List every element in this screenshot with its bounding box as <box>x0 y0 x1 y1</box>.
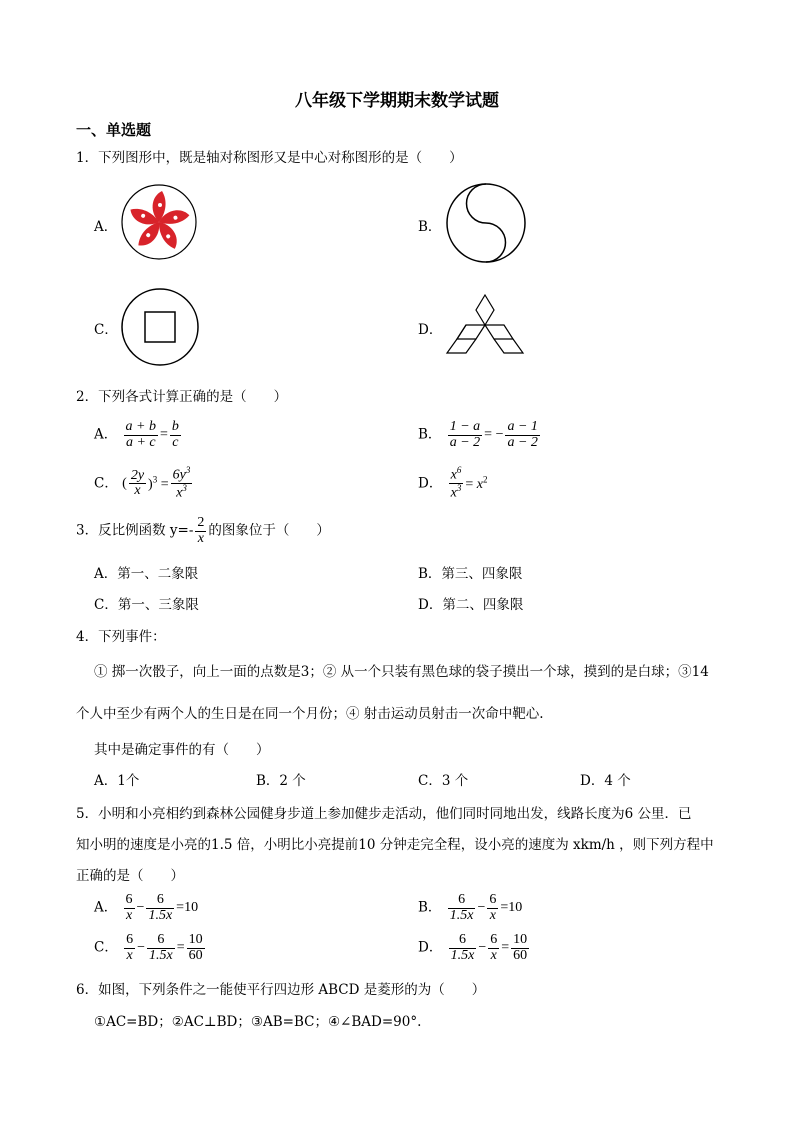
minus-sign: − <box>137 940 146 956</box>
numerator: 6 <box>125 892 133 907</box>
q2-option-c: C． ( $\frac{2y}{x}$ )$^3$ = $\frac{6y^3}{x^3}$ <box>94 465 191 501</box>
page-title: 八年级下学期期末数学试题 <box>295 91 499 111</box>
section-heading: 一、单选题 <box>76 121 152 139</box>
equals-minus: = − <box>484 427 504 443</box>
q3-option-d: D．第二、四象限 <box>418 597 524 613</box>
question-2-stem: 2．下列各式计算正确的是（ ） <box>76 389 288 405</box>
question-4-stem: 4．下列事件： <box>76 629 166 645</box>
rhs: 10 <box>184 900 199 916</box>
denominator: x <box>176 486 183 501</box>
q5-option-c-label: C． <box>94 939 118 956</box>
denominator: x <box>126 947 133 963</box>
q5-option-a-label: A． <box>94 899 118 916</box>
numerator: x <box>450 467 457 483</box>
q4-events-line-1: ① 掷一次骰子，向上一面的点数是3；② 从一个只装有黑色球的袋子摸出一个球，摸到的是白球；③14 <box>94 664 709 680</box>
q5-option-d-label: D． <box>418 939 443 956</box>
minus-sign: − <box>477 900 486 916</box>
numerator: a + b <box>125 419 156 434</box>
question-1-stem: 1．下列图形中，既是轴对称图形又是中心对称图形的是（ ） <box>76 150 463 166</box>
question-5-line-3: 正确的是（ ） <box>76 868 184 884</box>
fraction <box>449 466 464 502</box>
close-paren: ) <box>148 477 153 493</box>
denominator: x <box>125 907 133 923</box>
denominator: 1.5x <box>449 907 474 923</box>
three-diamonds-icon <box>443 293 527 357</box>
q3-option-b: B．第三、四象限 <box>418 566 523 582</box>
denominator: a + c <box>125 434 156 450</box>
denominator: 60 <box>188 947 203 963</box>
denominator: a − 2 <box>449 434 481 450</box>
stem-text: 3．反比例函数 y=- <box>76 522 194 539</box>
numerator: 6 <box>126 932 134 947</box>
question-5-line-1: 5．小明和小亮相约到森林公园健身步道上参加健步走活动，他们同时同地出发，线路长度为6 公里．已 <box>76 806 692 822</box>
rhs: x <box>476 477 483 493</box>
equals-sign: = <box>500 900 509 916</box>
fraction <box>129 469 146 499</box>
q1-option-b-label: B． <box>418 219 442 235</box>
minus-sign: − <box>478 940 487 956</box>
denominator: x <box>489 907 496 923</box>
q5-option-a <box>94 893 198 923</box>
q1-option-c-label: C． <box>94 322 118 338</box>
numerator: b <box>171 419 179 434</box>
question-5-line-2: 知小明的速度是小亮的1.5 倍，小明比小亮提前10 分钟走完全程，设小亮的速度为 xkm/h ，则下列方程中 <box>76 837 714 853</box>
question-3-stem <box>76 516 330 546</box>
open-paren: ( <box>122 475 127 491</box>
denominator: 1.5x <box>148 907 173 923</box>
q4-option-d: D．4 个 <box>580 773 631 789</box>
q2-option-a-label: A． <box>94 426 118 443</box>
q2-option-d-label: D． <box>418 475 443 492</box>
numerator: 6 <box>146 893 174 909</box>
numerator: 1 − a <box>449 419 481 434</box>
exponent: 6 <box>456 465 462 475</box>
q1-option-a-label: A． <box>94 219 118 235</box>
denominator: a − 2 <box>507 434 538 450</box>
q4-events-line-2: 个人中至少有两个人的生日是在同一个月份；④ 射击运动员射击一次命中靶心. <box>76 706 544 722</box>
fraction <box>124 420 158 450</box>
fraction <box>448 420 482 450</box>
question-6-stem: 6．如图，下列条件之一能使平行四边形 ABCD 是菱形的为（ ） <box>76 982 486 998</box>
numerator: 6 <box>449 933 477 949</box>
numerator: 2y <box>130 467 145 483</box>
denominator: c <box>172 434 179 450</box>
q4-option-a: A．1个 <box>94 773 140 789</box>
fraction <box>505 420 539 450</box>
numerator: 6 <box>490 932 498 947</box>
denominator: x <box>134 483 141 499</box>
numerator: 10 <box>188 932 203 947</box>
numerator: 6 <box>147 933 175 949</box>
q4-question-line: 其中是确定事件的有（ ） <box>94 742 270 758</box>
numerator: 2 <box>197 515 205 530</box>
denominator: x <box>490 947 497 963</box>
denominator: x <box>197 530 204 546</box>
q2-option-d: D． $\frac{x^6}{x^3}$ = $x^2$ <box>418 465 488 501</box>
q3-option-a: A．第一、二象限 <box>94 566 199 582</box>
yin-yang-icon <box>445 182 527 264</box>
numerator: a − 1 <box>507 419 538 434</box>
q5-option-d <box>418 933 531 963</box>
q6-conditions: ①AC=BD；②AC⊥BD；③AB=BC；④∠BAD=90°. <box>94 1014 422 1030</box>
fraction <box>171 466 193 502</box>
equals-sign: = <box>176 940 185 956</box>
q3-option-c: C．第一、三象限 <box>94 597 199 613</box>
q2-option-c-label: C． <box>94 475 118 492</box>
numerator: 6 <box>489 892 497 907</box>
q5-option-c <box>94 933 207 963</box>
q1-option-d-label: D． <box>418 322 443 338</box>
q4-option-b: B．2 个 <box>256 773 306 789</box>
exponent: 2 <box>482 474 488 485</box>
fraction <box>170 420 181 450</box>
denominator: 60 <box>513 947 528 963</box>
denominator: 1.5x <box>450 947 475 963</box>
exponent: 3 <box>152 474 158 485</box>
q2-option-b-label: B． <box>418 426 442 443</box>
exponent: 3 <box>182 483 187 494</box>
rhs: 10 <box>508 900 523 916</box>
bauhinia-flower-icon <box>120 183 198 261</box>
q5-option-b-label: B． <box>418 899 442 916</box>
minus-sign: − <box>136 900 145 916</box>
numerator: 6 <box>448 893 476 909</box>
fraction <box>195 516 206 546</box>
numerator: 10 <box>513 932 528 947</box>
stem-text: 的图象位于（ ） <box>208 522 330 539</box>
square-in-circle-icon <box>120 287 200 367</box>
equals-sign: = <box>176 900 185 916</box>
q2-option-a: A． $\frac{a + b}{a + c}$ = $\frac{b}{c}$ <box>94 419 179 450</box>
q5-option-b <box>418 893 522 923</box>
numerator: 6y <box>172 467 186 483</box>
exponent: 3 <box>185 465 191 475</box>
q4-option-c: C．3 个 <box>418 773 469 789</box>
denominator: 1.5x <box>149 947 173 963</box>
exponent: 3 <box>456 483 462 494</box>
denominator: x <box>450 486 457 501</box>
equals-sign: = <box>501 940 510 956</box>
q2-option-b <box>418 420 542 450</box>
